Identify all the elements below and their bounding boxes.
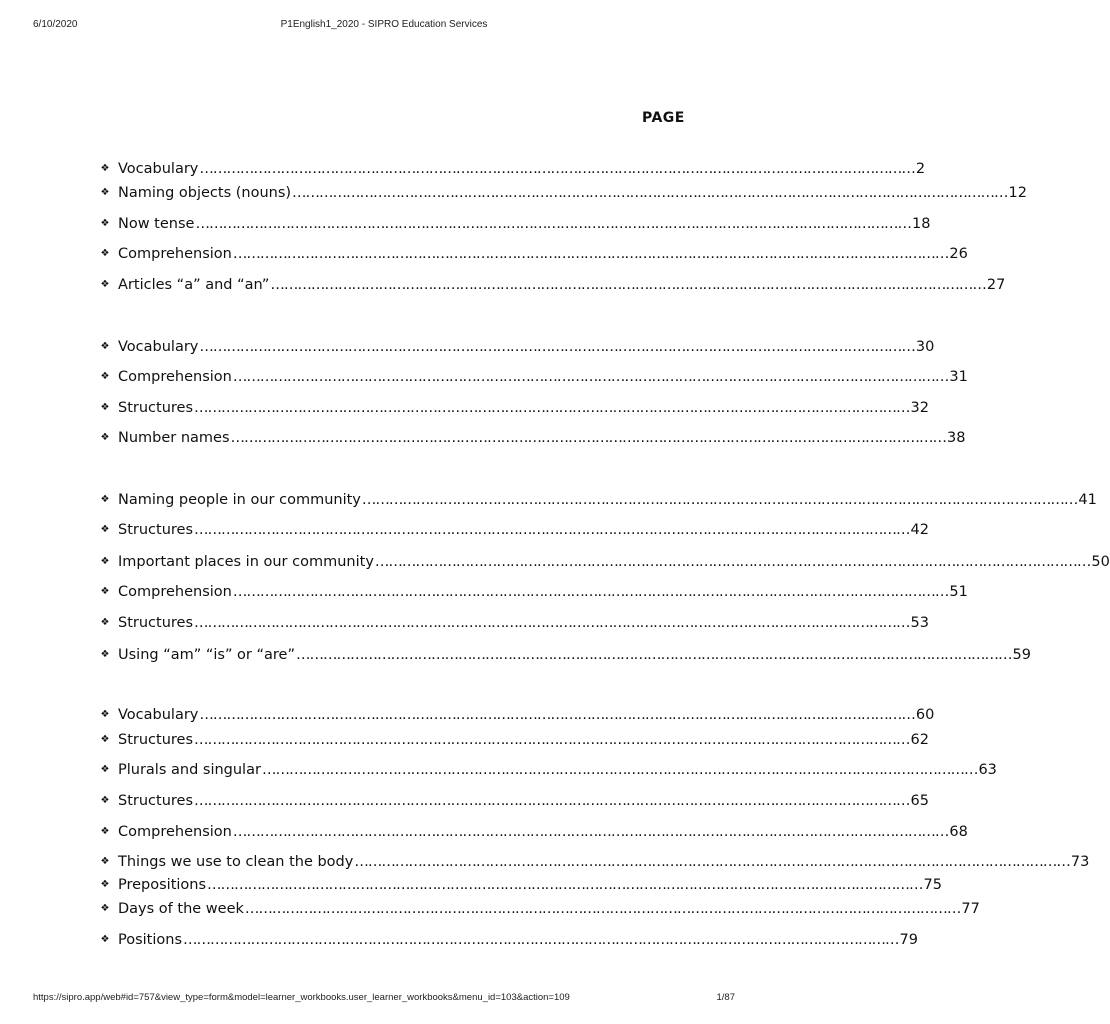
toc-entry-page: 60 [915,707,935,723]
toc-entry [98,274,1006,296]
toc-entry-title: Structures [118,793,194,809]
toc-entry-page: 32 [910,400,929,416]
toc-entry-page: 12 [1008,185,1027,201]
toc-entry-page: 42 [910,522,929,538]
toc-entry-page: 41 [1078,492,1097,508]
dot-leader: …………………………………………………………………………………………………………………………………………… [194,732,910,748]
toc-entry-title: Comprehension [118,369,232,385]
toc-entry-page: 27 [986,277,1006,293]
toc-entry [98,551,1110,573]
toc-entry [98,243,968,265]
toc-entry-title: Prepositions [118,877,207,893]
toc-entry-page: 63 [978,762,997,778]
toc-entry [98,729,929,751]
toc-entry [98,929,918,951]
dot-leader: …………………………………………………………………………………………………………………………………………… [194,793,910,809]
diamond-bullet-icon: ❖ [100,556,110,567]
diamond-bullet-icon: ❖ [100,524,110,535]
diamond-bullet-icon: ❖ [100,432,110,443]
diamond-bullet-icon: ❖ [100,903,110,914]
toc-entry-page: 68 [949,824,968,840]
diamond-bullet-icon: ❖ [100,934,110,945]
toc-entry [98,644,1031,666]
diamond-bullet-icon: ❖ [100,856,110,867]
toc-entry [98,821,968,843]
toc-entry-title: Structures [118,615,194,631]
toc-entry [98,182,1027,204]
dot-leader: …………………………………………………………………………………………………………………………………………… [354,854,1070,870]
toc-entry [98,336,935,358]
toc-entry-page: 50 [1091,554,1110,570]
page-indicator: 1/87 [716,992,735,1003]
dot-leader: …………………………………………………………………………………………………………………………………………… [270,277,986,293]
document-title: P1English1_2020 - SIPRO Education Services [280,19,488,30]
toc-entry-title: Vocabulary [118,161,199,177]
print-footer [0,992,768,1006]
dot-leader: …………………………………………………………………………………………………………………………………………… [207,877,923,893]
toc-entry-title: Plurals and singular [118,762,261,778]
toc-entry-title: Vocabulary [118,707,199,723]
toc-entry-page: 77 [961,901,980,917]
diamond-bullet-icon: ❖ [100,494,110,505]
dot-leader: …………………………………………………………………………………………………………………………………………… [194,615,910,631]
toc-entry-title: Positions [118,932,183,948]
page-column-heading: PAGE [642,110,685,126]
diamond-bullet-icon: ❖ [100,764,110,775]
toc-entry-title: Structures [118,400,194,416]
dot-leader: …………………………………………………………………………………………………………………………………………… [199,161,915,177]
toc-entry-title: Vocabulary [118,339,199,355]
toc-entry-title: Structures [118,522,194,538]
toc-entry-title: Things we use to clean the body [118,854,354,870]
toc-entry-title: Using “am” “is” or “are” [118,647,295,663]
toc-entry-page: 59 [1012,647,1031,663]
dot-leader: …………………………………………………………………………………………………………………………………………… [232,369,949,385]
dot-leader: …………………………………………………………………………………………………………………………………………… [183,932,899,948]
toc-entry-page: 79 [899,932,918,948]
toc-entry-title: Comprehension [118,824,232,840]
toc-entry-title: Naming objects (nouns) [118,185,292,201]
toc-entry-title: Structures [118,732,194,748]
toc-entry-page: 53 [910,615,929,631]
dot-leader: …………………………………………………………………………………………………………………………………………… [199,339,915,355]
toc-entry-page: 2 [915,161,926,177]
dot-leader: …………………………………………………………………………………………………………………………………………… [295,647,1012,663]
dot-leader: …………………………………………………………………………………………………………………………………………… [232,824,949,840]
dot-leader: …………………………………………………………………………………………………………………………………………… [361,492,1078,508]
toc-entry [98,519,929,541]
toc-entry [98,898,980,920]
toc-entry [98,704,935,726]
diamond-bullet-icon: ❖ [100,248,110,259]
toc-entry [98,366,968,388]
toc-entry-page: 18 [911,216,931,232]
toc-entry-title: Important places in our community [118,554,374,570]
dot-leader: …………………………………………………………………………………………………………………………………………… [199,707,915,723]
toc-entry [98,790,929,812]
diamond-bullet-icon: ❖ [100,826,110,837]
toc-entry-page: 51 [949,584,968,600]
toc-entry-title: Now tense [118,216,195,232]
dot-leader: …………………………………………………………………………………………………………………………………………… [374,554,1091,570]
toc-entry-title: Comprehension [118,246,232,262]
toc-entry [98,158,926,180]
toc-entry-page: 30 [915,339,935,355]
dot-leader: …………………………………………………………………………………………………………………………………………… [232,584,949,600]
toc-entry-page: 75 [923,877,942,893]
diamond-bullet-icon: ❖ [100,586,110,597]
page-url: https://sipro.app/web#id=757&view_type=form&model=learner_workbooks.user_learner_workbooks&menu_id=103&action=109 [33,992,570,1003]
dot-leader: …………………………………………………………………………………………………………………………………………… [261,762,978,778]
toc-entry-title: Number names [118,430,230,446]
dot-leader: …………………………………………………………………………………………………………………………………………… [194,522,910,538]
diamond-bullet-icon: ❖ [100,163,110,174]
dot-leader: …………………………………………………………………………………………………………………………………………… [292,185,1008,201]
toc-entry-title: Naming people in our community [118,492,361,508]
diamond-bullet-icon: ❖ [100,402,110,413]
diamond-bullet-icon: ❖ [100,187,110,198]
toc-entry [98,851,1090,873]
toc-entry-page: 31 [949,369,968,385]
diamond-bullet-icon: ❖ [100,795,110,806]
diamond-bullet-icon: ❖ [100,341,110,352]
dot-leader: …………………………………………………………………………………………………………………………………………… [232,246,949,262]
toc-entry-page: 73 [1070,854,1090,870]
toc-entry [98,874,942,896]
toc-entry [98,397,929,419]
diamond-bullet-icon: ❖ [100,279,110,290]
toc-entry-title: Comprehension [118,584,232,600]
toc-entry [98,759,997,781]
toc-entry-title: Articles “a” and “an” [118,277,270,293]
toc-entry [98,213,931,235]
toc-entry [98,612,929,634]
dot-leader: …………………………………………………………………………………………………………………………………………… [230,430,947,446]
toc-entry-page: 38 [947,430,966,446]
toc-entry-page: 62 [910,732,929,748]
diamond-bullet-icon: ❖ [100,879,110,890]
diamond-bullet-icon: ❖ [100,371,110,382]
diamond-bullet-icon: ❖ [100,218,110,229]
toc-entry-page: 26 [949,246,968,262]
diamond-bullet-icon: ❖ [100,709,110,720]
toc-entry-title: Days of the week [118,901,244,917]
toc-entry [98,489,1097,511]
print-date: 6/10/2020 [33,19,78,30]
toc-entry-page: 65 [910,793,929,809]
diamond-bullet-icon: ❖ [100,617,110,628]
toc-entry [98,427,966,449]
dot-leader: …………………………………………………………………………………………………………………………………………… [194,400,910,416]
diamond-bullet-icon: ❖ [100,649,110,660]
dot-leader: …………………………………………………………………………………………………………………………………………… [244,901,961,917]
diamond-bullet-icon: ❖ [100,734,110,745]
toc-entry [98,581,968,603]
dot-leader: …………………………………………………………………………………………………………………………………………… [195,216,911,232]
